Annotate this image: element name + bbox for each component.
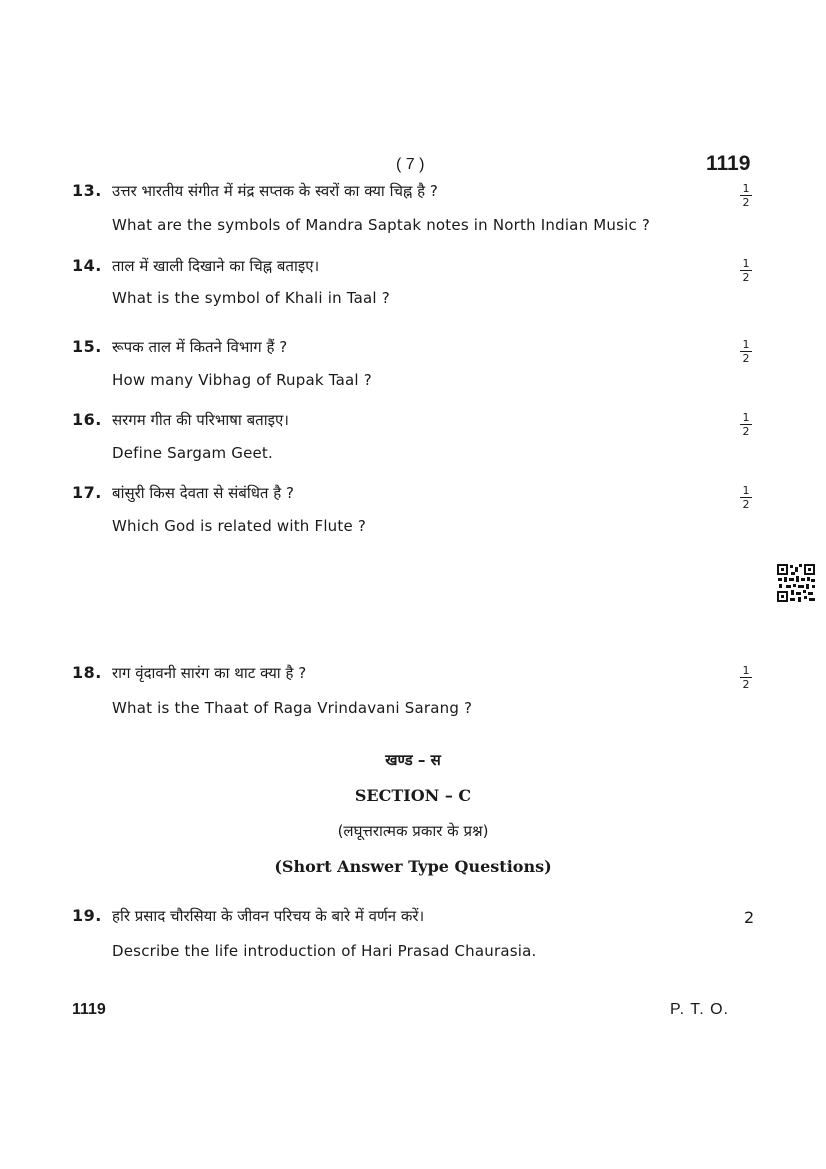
question-english: What is the symbol of Khali in Taal ?: [112, 289, 390, 307]
please-turn-over: P. T. O.: [670, 1001, 729, 1018]
question-english: Describe the life introduction of Hari Prasad Chaurasia.: [112, 942, 537, 960]
question-english: What is the Thaat of Raga Vrindavani Sarang ?: [112, 699, 473, 717]
section-subtitle-hindi: (लघूत्तरात्मक प्रकार के प्रश्न): [337, 822, 489, 840]
section-title-hindi: खण्ड – स: [385, 751, 441, 769]
marks-denominator: 2: [742, 498, 750, 511]
marks-value: 2: [744, 908, 755, 927]
marks-numerator: 1: [740, 412, 752, 425]
question-hindi: बांसुरी किस देवता से संबंधित है ?: [112, 484, 294, 502]
marks-numerator: 1: [740, 339, 752, 352]
question-number: 16.: [72, 410, 102, 429]
question-english: Define Sargam Geet.: [112, 444, 273, 462]
marks-fraction: [740, 665, 752, 690]
marks-numerator: 1: [740, 183, 752, 196]
question-english: Which God is related with Flute ?: [112, 517, 367, 535]
question-english: What are the symbols of Mandra Saptak notes in North Indian Music ?: [112, 216, 651, 234]
marks-fraction: [740, 183, 752, 208]
section-title-english: SECTION – C: [354, 786, 472, 805]
question-number: 18.: [72, 663, 102, 682]
question-hindi: राग वृंदावनी सारंग का थाट क्या है ?: [112, 664, 307, 682]
section-subtitle-english: (Short Answer Type Questions): [274, 857, 552, 876]
marks-denominator: 2: [742, 271, 750, 284]
marks-numerator: 1: [740, 258, 752, 271]
marks-numerator: 1: [740, 485, 752, 498]
paper-code-header: 1119: [706, 152, 751, 175]
marks-fraction: [740, 339, 752, 364]
question-hindi: सरगम गीत की परिभाषा बताइए।: [112, 411, 289, 429]
marks-denominator: 2: [742, 352, 750, 365]
marks-numerator: 1: [740, 665, 752, 678]
marks-fraction: [740, 412, 752, 437]
question-number: 14.: [72, 256, 102, 275]
marks-denominator: 2: [742, 196, 750, 209]
marks-fraction: [740, 258, 752, 283]
question-number: 15.: [72, 337, 102, 356]
marks-denominator: 2: [742, 678, 750, 691]
question-english: How many Vibhag of Rupak Taal ?: [112, 371, 372, 389]
footer-paper-code: 1119: [72, 1001, 106, 1018]
question-number: 19.: [72, 906, 102, 925]
question-hindi: हरि प्रसाद चौरसिया के जीवन परिचय के बारे में वर्णन करें।: [112, 907, 425, 925]
marks-denominator: 2: [742, 425, 750, 438]
question-number: 17.: [72, 483, 102, 502]
marks-fraction: [740, 485, 752, 510]
question-hindi: रूपक ताल में कितने विभाग हैं ?: [112, 338, 288, 356]
qr-code-icon: [776, 563, 816, 603]
question-hindi: ताल में खाली दिखाने का चिह्न बताइए।: [112, 257, 320, 275]
question-hindi: उत्तर भारतीय संगीत में मंद्र सप्तक के स्वरों का क्या चिह्न है ?: [112, 182, 438, 200]
page-number: ( 7 ): [396, 156, 425, 173]
question-number: 13.: [72, 181, 102, 200]
